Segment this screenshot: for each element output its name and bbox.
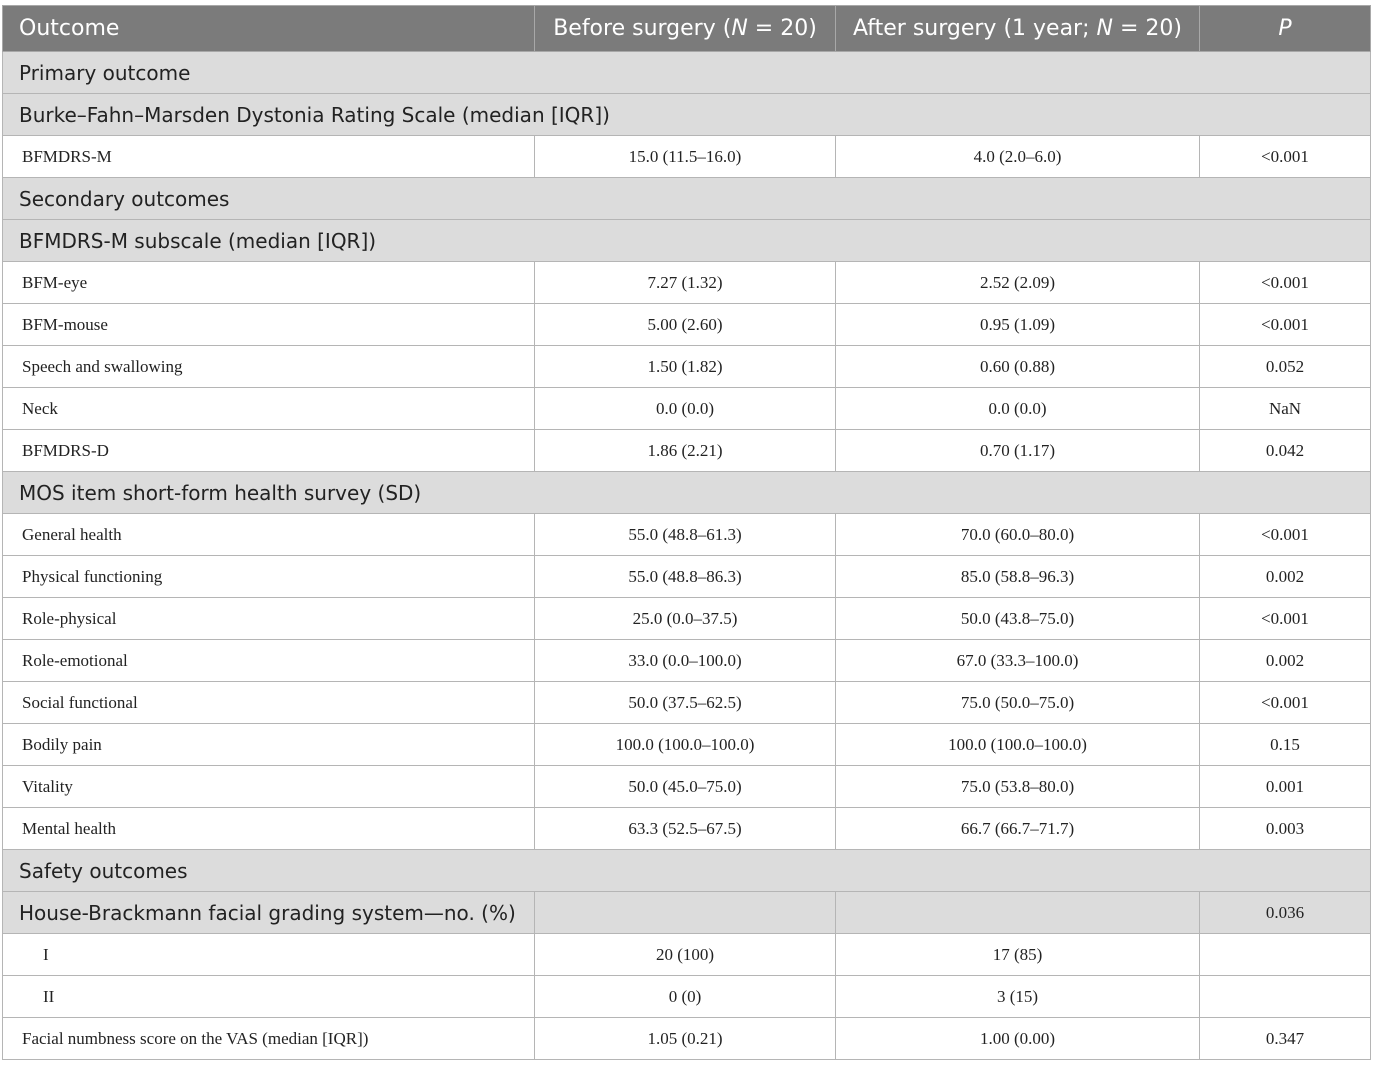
section-row: [3, 472, 1371, 514]
after-value: 50.0 (43.8–75.0): [836, 598, 1200, 640]
table-row: [3, 808, 1371, 850]
header-after-surgery: [836, 6, 1200, 52]
after-value: 0.60 (0.88): [836, 346, 1200, 388]
before-value: 63.3 (52.5–67.5): [535, 808, 836, 850]
section-label: BFMDRS-M subscale (median [IQR]): [3, 220, 1371, 262]
before-value: 1.05 (0.21): [535, 1018, 836, 1060]
results-table: [2, 5, 1371, 1060]
after-value: 0.70 (1.17): [836, 430, 1200, 472]
row-label: II: [3, 976, 535, 1018]
table-row: [3, 556, 1371, 598]
section-row: [3, 892, 1371, 934]
section-row: [3, 94, 1371, 136]
header-after-suffix: = 20): [1112, 16, 1182, 41]
before-value: 5.00 (2.60): [535, 304, 836, 346]
before-value: 15.0 (11.5–16.0): [535, 136, 836, 178]
p-value: <0.001: [1200, 262, 1371, 304]
table-header: [3, 6, 1371, 52]
header-p-value: P: [1200, 6, 1371, 52]
row-label: Neck: [3, 388, 535, 430]
header-outcome: Outcome: [3, 6, 535, 52]
table-row: [3, 262, 1371, 304]
row-label: BFMDRS-D: [3, 430, 535, 472]
before-value: [535, 892, 836, 934]
p-value: 0.036: [1200, 892, 1371, 934]
table-row: [3, 766, 1371, 808]
before-value: 1.86 (2.21): [535, 430, 836, 472]
table-row: [3, 976, 1371, 1018]
before-value: 33.0 (0.0–100.0): [535, 640, 836, 682]
row-label: Speech and swallowing: [3, 346, 535, 388]
section-label: MOS item short-form health survey (SD): [3, 472, 1371, 514]
after-value: 2.52 (2.09): [836, 262, 1200, 304]
section-row: [3, 52, 1371, 94]
p-value: 0.002: [1200, 556, 1371, 598]
row-label: Bodily pain: [3, 724, 535, 766]
p-value: 0.003: [1200, 808, 1371, 850]
header-before-suffix: = 20): [747, 16, 817, 41]
table-row: [3, 640, 1371, 682]
section-row: [3, 178, 1371, 220]
after-value: 0.95 (1.09): [836, 304, 1200, 346]
table-row: [3, 934, 1371, 976]
before-value: 1.50 (1.82): [535, 346, 836, 388]
table-row: [3, 1018, 1371, 1060]
table-row: [3, 136, 1371, 178]
p-value: 0.347: [1200, 1018, 1371, 1060]
p-value: [1200, 976, 1371, 1018]
header-after-n: N: [1096, 16, 1113, 41]
header-after-prefix: After surgery (1 year;: [853, 16, 1097, 41]
table-row: [3, 514, 1371, 556]
before-value: 50.0 (37.5–62.5): [535, 682, 836, 724]
section-label: Burke–Fahn–Marsden Dystonia Rating Scale (median [IQR]): [3, 94, 1371, 136]
section-label: House-Brackmann facial grading system—no. (%): [3, 892, 535, 934]
table-body: [3, 52, 1371, 1060]
table-row: [3, 430, 1371, 472]
row-label: Social functional: [3, 682, 535, 724]
p-value: <0.001: [1200, 598, 1371, 640]
row-label: Role-physical: [3, 598, 535, 640]
after-value: 75.0 (53.8–80.0): [836, 766, 1200, 808]
after-value: 100.0 (100.0–100.0): [836, 724, 1200, 766]
before-value: 55.0 (48.8–86.3): [535, 556, 836, 598]
p-value: 0.001: [1200, 766, 1371, 808]
after-value: 1.00 (0.00): [836, 1018, 1200, 1060]
row-label: General health: [3, 514, 535, 556]
p-value: [1200, 934, 1371, 976]
p-value: 0.15: [1200, 724, 1371, 766]
header-before-prefix: Before surgery (: [553, 16, 732, 41]
table-row: [3, 724, 1371, 766]
row-label: BFM-mouse: [3, 304, 535, 346]
p-value: 0.002: [1200, 640, 1371, 682]
table-row: [3, 304, 1371, 346]
row-label: Physical functioning: [3, 556, 535, 598]
section-row: [3, 850, 1371, 892]
row-label: BFM-eye: [3, 262, 535, 304]
p-value: <0.001: [1200, 682, 1371, 724]
after-value: 66.7 (66.7–71.7): [836, 808, 1200, 850]
table-row: [3, 388, 1371, 430]
p-value: <0.001: [1200, 514, 1371, 556]
table-row: [3, 682, 1371, 724]
after-value: 70.0 (60.0–80.0): [836, 514, 1200, 556]
row-label: BFMDRS-M: [3, 136, 535, 178]
before-value: 100.0 (100.0–100.0): [535, 724, 836, 766]
p-value: 0.042: [1200, 430, 1371, 472]
row-label: I: [3, 934, 535, 976]
section-label: Primary outcome: [3, 52, 1371, 94]
section-label: Secondary outcomes: [3, 178, 1371, 220]
p-value: <0.001: [1200, 304, 1371, 346]
header-before-surgery: [535, 6, 836, 52]
p-value: <0.001: [1200, 136, 1371, 178]
before-value: 0 (0): [535, 976, 836, 1018]
before-value: 7.27 (1.32): [535, 262, 836, 304]
after-value: 67.0 (33.3–100.0): [836, 640, 1200, 682]
before-value: 0.0 (0.0): [535, 388, 836, 430]
before-value: 20 (100): [535, 934, 836, 976]
table-row: [3, 598, 1371, 640]
section-label: Safety outcomes: [3, 850, 1371, 892]
before-value: 50.0 (45.0–75.0): [535, 766, 836, 808]
after-value: 85.0 (58.8–96.3): [836, 556, 1200, 598]
after-value: 75.0 (50.0–75.0): [836, 682, 1200, 724]
results-table-container: [2, 5, 1370, 1060]
before-value: 55.0 (48.8–61.3): [535, 514, 836, 556]
after-value: 0.0 (0.0): [836, 388, 1200, 430]
row-label: Mental health: [3, 808, 535, 850]
after-value: 3 (15): [836, 976, 1200, 1018]
row-label: Facial numbness score on the VAS (median [IQR]): [3, 1018, 535, 1060]
header-before-n: N: [731, 16, 748, 41]
header-row: [3, 6, 1371, 52]
p-value: 0.052: [1200, 346, 1371, 388]
section-row: [3, 220, 1371, 262]
after-value: [836, 892, 1200, 934]
p-value: NaN: [1200, 388, 1371, 430]
before-value: 25.0 (0.0–37.5): [535, 598, 836, 640]
after-value: 4.0 (2.0–6.0): [836, 136, 1200, 178]
row-label: Vitality: [3, 766, 535, 808]
row-label: Role-emotional: [3, 640, 535, 682]
table-row: [3, 346, 1371, 388]
after-value: 17 (85): [836, 934, 1200, 976]
